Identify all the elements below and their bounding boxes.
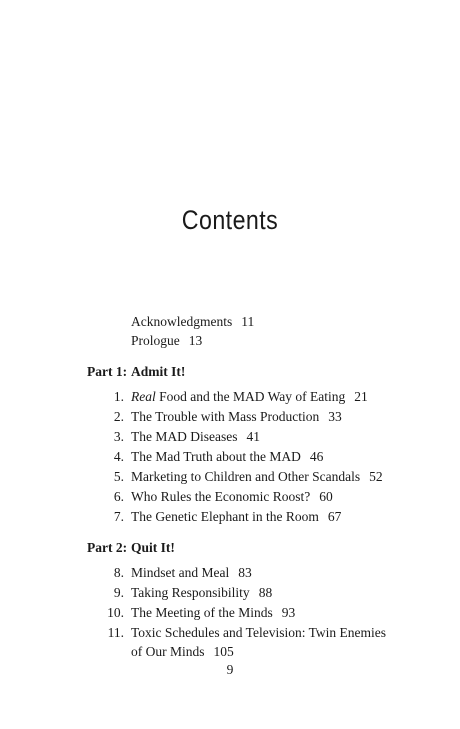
part-2-title: Quit It! xyxy=(131,540,175,555)
entry-page: 60 xyxy=(319,489,333,504)
entry-title: The Trouble with Mass Production xyxy=(131,409,320,424)
toc-entry-chapter-5 xyxy=(131,469,383,485)
toc-entry-chapter-9 xyxy=(131,585,272,601)
page-number: 9 xyxy=(226,662,234,677)
entry-page: 41 xyxy=(246,429,260,444)
chapter-number: 4. xyxy=(113,449,124,464)
entry-title: Mindset and Meal xyxy=(131,565,230,580)
entry-title-continued: of Our Minds xyxy=(131,644,205,659)
toc-entry-chapter-11-continued xyxy=(131,644,234,660)
toc-entry-prologue xyxy=(131,333,202,349)
entry-page: 11 xyxy=(241,314,255,329)
entry-title: Who Rules the Economic Roost? xyxy=(131,489,311,504)
chapter-number: 3. xyxy=(113,429,124,444)
entry-page: 46 xyxy=(309,449,324,464)
toc-entry-chapter-1 xyxy=(131,389,368,405)
toc-entry-chapter-3 xyxy=(131,429,260,445)
entry-page: 21 xyxy=(354,389,368,404)
entry-page: 88 xyxy=(258,585,273,600)
entry-title: Prologue xyxy=(131,333,180,348)
entry-page: 67 xyxy=(327,509,342,524)
entry-page: 13 xyxy=(188,333,203,348)
chapter-number: 9. xyxy=(113,585,124,600)
chapter-number: 11. xyxy=(107,625,124,640)
entry-title: The Mad Truth about the MAD xyxy=(131,449,301,464)
toc-entry-chapter-10 xyxy=(131,605,295,621)
chapter-number: 8. xyxy=(113,565,124,580)
chapter-number: 2. xyxy=(113,409,124,424)
entry-title: The MAD Diseases xyxy=(131,429,238,444)
entry-title: The Genetic Elephant in the Room xyxy=(131,509,319,524)
part-1-title: Admit It! xyxy=(131,364,186,379)
chapter-number: 5. xyxy=(113,469,124,484)
chapter-number: 1. xyxy=(113,389,124,404)
entry-page: 83 xyxy=(238,565,252,580)
page-title: Contents xyxy=(181,205,279,235)
toc-entry-chapter-11 xyxy=(131,625,386,641)
entry-page: 33 xyxy=(328,409,342,424)
entry-title: Taking Responsibility xyxy=(131,585,250,600)
part-2-label: Part 2: xyxy=(87,540,128,555)
toc-entry-chapter-2 xyxy=(131,409,342,425)
chapter-number: 6. xyxy=(113,489,124,504)
entry-title: Marketing to Children and Other Scandals xyxy=(131,469,361,484)
entry-page: 105 xyxy=(213,644,234,659)
entry-title: Acknowledgments xyxy=(131,314,233,329)
entry-page: 93 xyxy=(281,605,296,620)
toc-entry-chapter-4 xyxy=(131,449,323,465)
toc-entry-chapter-8 xyxy=(131,565,252,581)
entry-title-italic: Real xyxy=(131,389,156,404)
chapter-number: 7. xyxy=(113,509,124,524)
toc-entry-chapter-7 xyxy=(131,509,341,525)
part-1-label: Part 1: xyxy=(87,364,128,379)
entry-title: Food and the MAD Way of Eating xyxy=(155,389,346,404)
entry-title: Toxic Schedules and Television: Twin Enemies xyxy=(131,625,386,640)
entry-page: 52 xyxy=(369,469,383,484)
entry-title: The Meeting of the Minds xyxy=(131,605,273,620)
toc-entry-chapter-6 xyxy=(131,489,333,505)
toc-entry-acknowledgments xyxy=(131,314,254,330)
chapter-number: 10. xyxy=(107,605,124,620)
